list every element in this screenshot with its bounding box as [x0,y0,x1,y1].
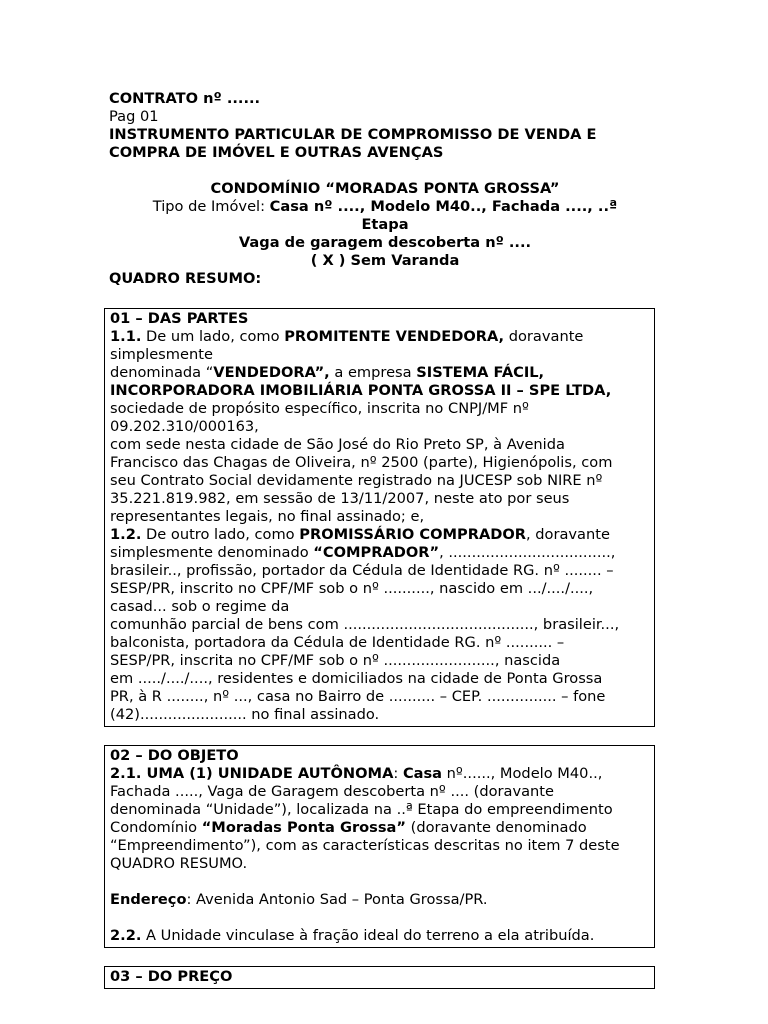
property-type-value: Casa nº ...., Modelo M40.., Fachada ...., ..ª [269,198,618,215]
clause-2-1 [110,765,654,783]
clause-text: , ..................................., [439,544,616,561]
clause-text: Casa [402,765,443,782]
clause-text: nº......, Modelo M40.., [442,765,603,782]
clause-1-2 [110,526,654,544]
property-type [109,198,661,216]
section-heading: 02 – DO OBJETO [110,747,239,764]
address-label: Endereço [110,891,187,908]
section-parties [104,308,655,727]
condominium-name: CONDOMÍNIO “MORADAS PONTA GROSSA” [210,180,560,197]
clause-number: 2.1. UMA (1) UNIDADE AUTÔNOMA [110,765,394,782]
clause-text: simplesmente denominado [110,544,314,561]
clause-text: “Moradas Ponta Grossa” [201,819,406,836]
clause-text: SESP/PR, inscrita no CPF/MF sob o nº ........................, nascida [110,652,561,669]
clause-text: representantes legais, no final assinado; e, [110,508,425,525]
clause-text: : [393,765,403,782]
clause-text: (doravante denominado [405,819,587,836]
clause-text: 35.221.819.982, em sessão de 13/11/2007, neste ato por seus [110,490,570,507]
clause-number: 1.2. [110,526,142,543]
clause-text: em ...../..../...., residentes e domiciliados na cidade de Ponta Grossa [110,670,603,687]
clause-text: denominada “Unidade”), localizada na ..ª Etapa do empreendimento [110,801,613,818]
document-title-line-2: COMPRA DE IMÓVEL E OUTRAS AVENÇAS [109,144,444,161]
summary-heading: QUADRO RESUMO: [109,270,262,287]
clause-number: 1.1. [110,328,142,345]
clause-text: PROMISSÁRIO COMPRADOR [299,526,526,543]
clause-text: a empresa [329,364,417,381]
clause-text: comunhão parcial de bens com ........................................., brasileir..., [110,616,620,633]
clause-text: PROMITENTE VENDEDORA, [284,328,505,345]
balcony-option: ( X ) Sem Varanda [310,252,460,269]
clause-text: doravante [504,328,584,345]
clause-text: Condomínio [110,819,202,836]
clause-text: 09.202.310/000163, [110,418,259,435]
clause-text: casad... sob o regime da [110,598,290,615]
clause-text: A Unidade vinculase à fração ideal do terreno a ela atribuída. [141,927,595,944]
clause-line [110,364,654,382]
garage-spot: Vaga de garagem descoberta nº .... [238,234,532,251]
clause-text: De um lado, como [141,328,285,345]
clause-text: balconista, portadora da Cédula de Identidade RG. nº .......... – [110,634,565,651]
document-title-line-1: INSTRUMENTO PARTICULAR DE COMPROMISSO DE VENDA E [109,126,597,143]
clause-text: brasileir.., profissão, portador da Cédula de Identidade RG. nº ........ – [110,562,614,579]
section-price [104,966,655,989]
document-header [109,90,669,288]
company-name: INCORPORADORA IMOBILIÁRIA PONTA GROSSA II – SPE LTDA, [110,382,612,399]
clause-line [110,544,654,562]
section-heading: 01 – DAS PARTES [110,310,249,327]
clause-text: Francisco das Chagas de Oliveira, nº 2500 (parte), Higienópolis, com [110,454,613,471]
clause-text: Fachada ....., Vaga de Garagem descoberta nº .... (doravante [110,783,555,800]
clause-text: SISTEMA FÁCIL, [416,364,545,381]
page-number: Pag 01 [109,108,159,125]
clause-text: com sede nesta cidade de São José do Rio Preto SP, à Avenida [110,436,565,453]
contract-number: CONTRATO nº ...... [109,90,261,107]
clause-text: , doravante [526,526,610,543]
address [110,891,654,909]
clause-text: “COMPRADOR” [313,544,440,561]
clause-text: De outro lado, como [141,526,300,543]
clause-text: (42)....................... no final assinado. [110,706,380,723]
clause-text: simplesmente [110,346,213,363]
clause-text: sociedade de propósito específico, inscrita no CNPJ/MF nº [110,400,529,417]
clause-text: SESP/PR, inscrito no CPF/MF sob o nº .........., nascido em .../..../...., [110,580,594,597]
section-object [104,745,655,948]
clause-text: denominada “ [110,364,214,381]
clause-text: VENDEDORA”, [213,364,330,381]
address-value: : Avenida Antonio Sad – Ponta Grossa/PR. [186,891,488,908]
clause-text: QUADRO RESUMO. [110,855,248,872]
clause-1-1 [110,328,654,346]
section-heading: 03 – DO PREÇO [110,968,233,985]
clause-line [110,819,654,837]
property-type-label: Tipo de Imóvel: [152,198,270,215]
clause-number: 2.2. [110,927,142,944]
property-type-stage: Etapa [361,216,409,233]
clause-2-2 [110,927,654,945]
clause-text: seu Contrato Social devidamente registrado na JUCESP sob NIRE nº [110,472,603,489]
clause-text: PR, à R ........, nº ..., casa no Bairro de .......... – CEP. ............... – fone [110,688,606,705]
clause-text: “Empreendimento”), com as características descritas no item 7 deste [110,837,620,854]
